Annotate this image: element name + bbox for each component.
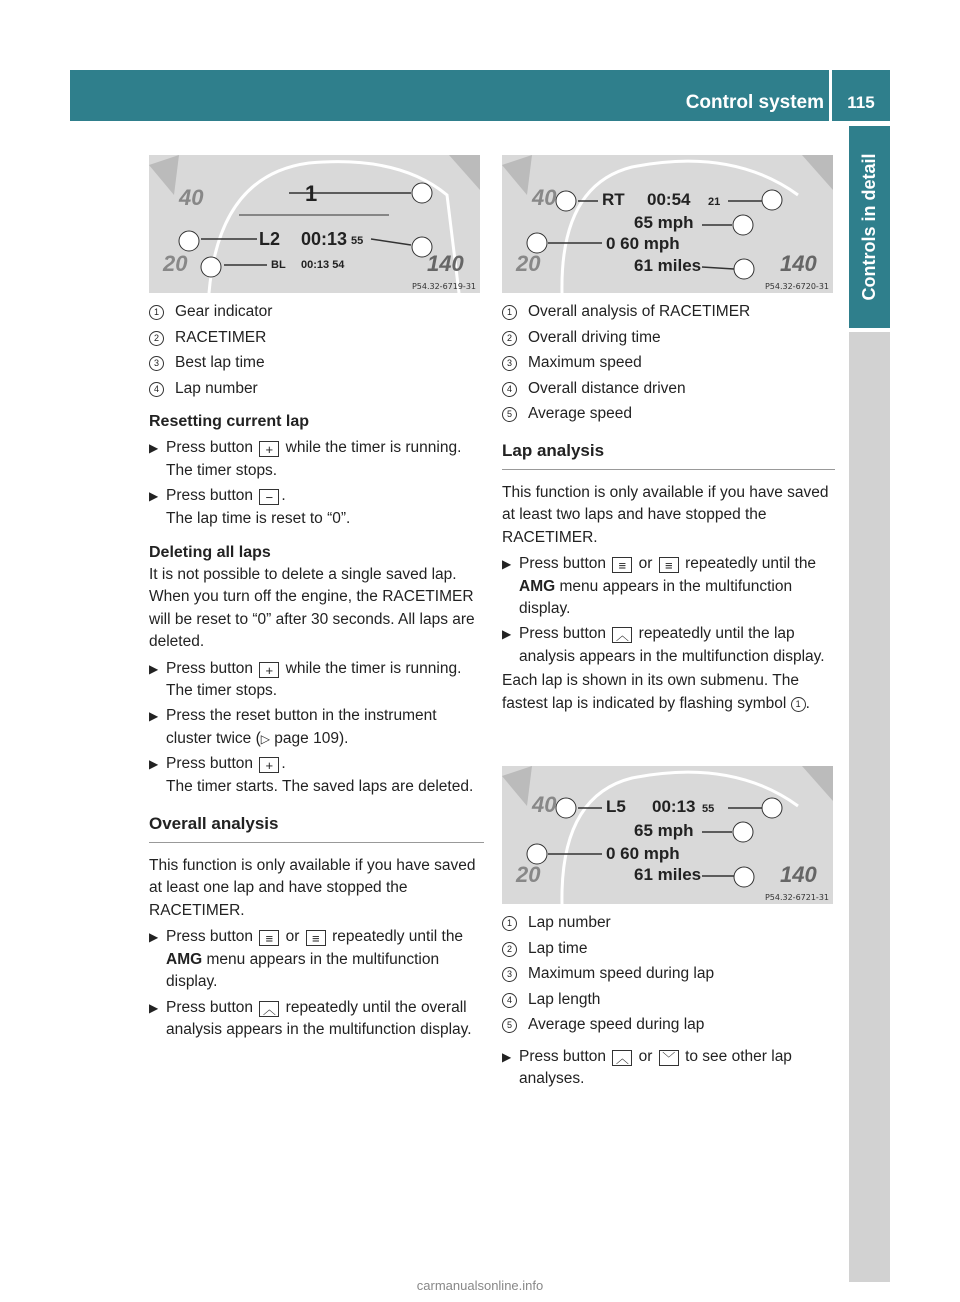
legend-item: 1 Overall analysis of RACETIMER: [502, 299, 835, 325]
left-column: [149, 299, 484, 1041]
overall-hundredths: 21: [708, 196, 721, 208]
max-speed: 65 mph: [634, 213, 694, 232]
scale-140: 140: [780, 862, 817, 887]
lap-time: 00:13: [301, 229, 348, 249]
callout-3: [201, 257, 221, 277]
heading-deleting-laps: Deleting all laps: [149, 544, 271, 561]
lap-hundredths: 55: [351, 235, 364, 247]
legend-item: 3 Maximum speed during lap: [502, 961, 835, 987]
legend-item: 3 Maximum speed: [502, 350, 835, 376]
legend-item: 3 Best lap time: [149, 350, 484, 376]
legend-fig2: [502, 299, 835, 427]
legend-item: 2 RACETIMER: [149, 325, 484, 351]
scale-40: 40: [179, 185, 204, 210]
arrow-icon: ▶: [149, 661, 159, 676]
legend-item: 5 Average speed: [502, 401, 835, 427]
callout-4: [734, 867, 754, 887]
callout-4: [734, 259, 754, 279]
step: ▶ Press button − . The lap time is reset to “0”.: [149, 487, 351, 527]
scale-20: 20: [516, 862, 541, 887]
legend-fig3: [502, 910, 835, 1038]
callout-1: [556, 798, 576, 818]
menu-right-button-icon: ≡: [659, 557, 679, 573]
minus-button-icon: −: [259, 489, 279, 505]
paragraph: This function is only available if you have saved at least one lap and have stopped the RACETIMER.: [149, 857, 476, 919]
down-button-icon: ﹀: [659, 1050, 679, 1066]
step: ▶ Press button ︿ repeatedly until the lap analysis appears in the multifunction display.: [502, 625, 825, 665]
legend-item: 2 Overall driving time: [502, 325, 835, 351]
paragraph: It is not possible to delete a single saved lap.: [149, 566, 457, 583]
scale-40: 40: [532, 792, 557, 817]
legend-item: 5 Average speed during lap: [502, 1012, 835, 1038]
step: ▶ Press the reset button in the instrument cluster twice (▷ page 109).: [149, 707, 437, 747]
lap-label: L2: [259, 229, 281, 249]
legend-fig1: [149, 299, 484, 401]
paragraph: This function is only available if you have saved at least two laps and have stopped the RACETIMER.: [502, 483, 829, 546]
step: ▶ Press button ︿ repeatedly until the overall analysis appears in the multifunction display.: [149, 998, 472, 1038]
side-tab-label: Controls in detail: [859, 153, 879, 301]
scale-20: 20: [516, 251, 541, 276]
avg-speed: 0 60 mph: [606, 844, 680, 863]
legend-item: 4 Lap length: [502, 987, 835, 1013]
legend-item: 2 Lap time: [502, 936, 835, 962]
page-number: 115: [847, 93, 875, 112]
arrow-icon: ▶: [149, 441, 159, 456]
arrow-icon: ▶: [149, 709, 159, 724]
step: ▶ Press button ≡ or ≡ repeatedly until the AMG menu appears in the multifunction display.: [149, 928, 464, 991]
callout-5: [527, 844, 547, 864]
arrow-icon: ▶: [149, 489, 159, 504]
max-speed: 65 mph: [634, 821, 694, 840]
overall-time: 00:54: [647, 190, 691, 209]
plus-button-icon: +: [259, 757, 279, 773]
distance: 61 miles: [634, 256, 702, 275]
heading-overall-analysis: Overall analysis: [149, 812, 484, 843]
legend-item: 1 Lap number: [502, 910, 835, 936]
lap-hundredths: 55: [702, 803, 715, 815]
up-button-icon: ︿: [612, 627, 632, 643]
arrow-icon: ▶: [149, 1000, 159, 1015]
footer-watermark: carmanualsonline.info: [416, 1278, 544, 1293]
gear-indicator-value: 1: [305, 181, 318, 206]
side-margin-bar: [849, 332, 890, 1282]
page-ref-icon: ▷: [260, 731, 270, 746]
scale-40: 40: [532, 185, 557, 210]
step: ▶ Press button + while the timer is running. The timer stops.: [149, 439, 462, 479]
racetimer-label: RT: [602, 190, 625, 209]
figure-gear-lap-display: [149, 155, 480, 293]
step: ▶ Press button ≡ or ≡ repeatedly until the AMG menu appears in the multifunction display.: [502, 555, 817, 617]
paragraph: When you turn off the engine, the RACETIMER will be reset to “0” after 30 seconds. All laps are deleted.: [149, 588, 475, 651]
plus-button-icon: +: [259, 441, 279, 457]
scale-20: 20: [163, 251, 188, 276]
scale-140: 140: [780, 251, 817, 276]
up-button-icon: ︿: [259, 1001, 279, 1017]
paragraph: Each lap is shown in its own submenu. The fastest lap is indicated by flashing symbol 1 .: [502, 672, 810, 712]
best-lap-time: 00:13 54: [301, 259, 345, 271]
callout-1: [556, 191, 576, 211]
step: ▶ Press button + . The timer starts. The saved laps are deleted.: [149, 755, 474, 795]
page-title: Control system: [685, 92, 824, 113]
arrow-icon: ▶: [502, 627, 512, 642]
callout-5: [527, 233, 547, 253]
lap-length: 61 miles: [634, 865, 702, 884]
figure-code: P54.32-6721-31: [764, 893, 829, 902]
figure-code: P54.32-6719-31: [411, 282, 476, 291]
figure-code: P54.32-6720-31: [764, 282, 829, 291]
callout-1: [412, 183, 432, 203]
arrow-icon: ▶: [502, 1049, 512, 1064]
best-lap-label: BL: [271, 259, 286, 271]
legend-item: 4 Overall distance driven: [502, 376, 835, 402]
arrow-icon: ▶: [149, 930, 159, 945]
lap-time: 00:13: [652, 797, 696, 816]
figure-overall-analysis-display: [502, 155, 833, 293]
arrow-icon: ▶: [149, 757, 159, 772]
lap-number-label: L5: [606, 797, 626, 816]
figure-lap-analysis-display: [502, 766, 833, 904]
legend-item: 1 Gear indicator: [149, 299, 484, 325]
avg-speed: 0 60 mph: [606, 234, 680, 253]
legend-item: 4 Lap number: [149, 376, 484, 402]
menu-right-button-icon: ≡: [306, 930, 326, 946]
callout-4: [179, 231, 199, 251]
step: ▶ Press button + while the timer is running. The timer stops.: [149, 659, 462, 700]
callout-2: [762, 798, 782, 818]
callout-2: [762, 190, 782, 210]
heading-lap-analysis: Lap analysis: [502, 439, 835, 470]
menu-left-button-icon: ≡: [259, 930, 279, 946]
scale-140: 140: [427, 251, 464, 276]
step: ▶ Press button ︿ or ﹀ to see other lap analyses.: [502, 1047, 792, 1088]
arrow-icon: ▶: [502, 557, 512, 572]
heading-resetting-lap: Resetting current lap: [149, 413, 310, 431]
plus-button-icon: +: [259, 662, 279, 678]
callout-3: [733, 215, 753, 235]
up-button-icon: ︿: [612, 1050, 632, 1066]
menu-left-button-icon: ≡: [612, 557, 632, 573]
callout-3: [733, 822, 753, 842]
